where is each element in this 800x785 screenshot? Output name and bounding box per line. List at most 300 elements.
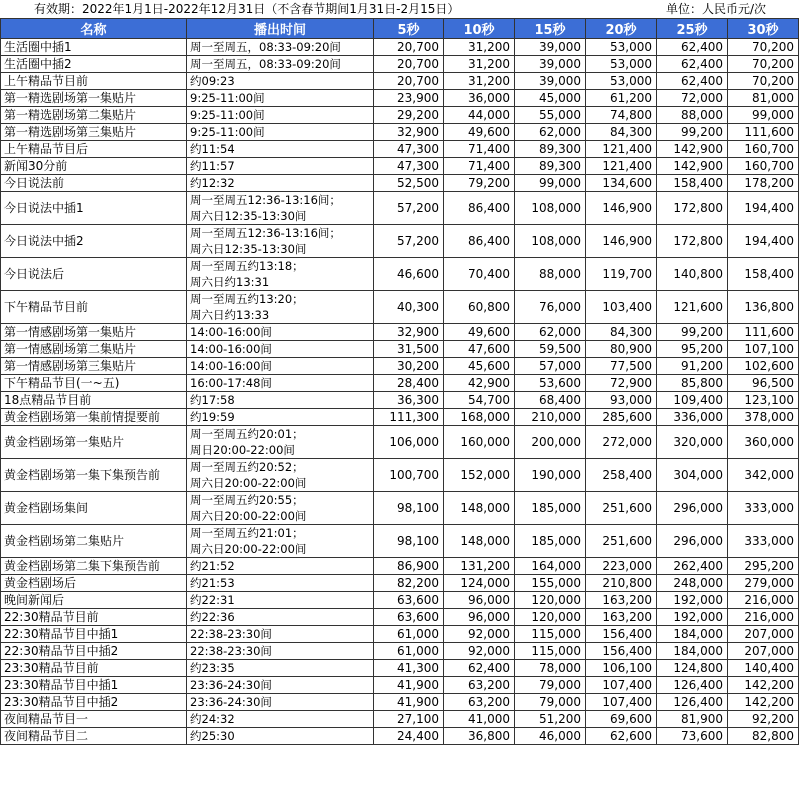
price-15s: 39,000	[515, 73, 586, 90]
price-25s: 62,400	[657, 39, 728, 56]
price-20s: 62,600	[586, 728, 657, 745]
table-row	[1, 592, 799, 609]
price-25s: 85,800	[657, 375, 728, 392]
price-5s: 20,700	[374, 73, 444, 90]
price-20s: 53,000	[586, 39, 657, 56]
air-time-line: 周六日12:35-13:30间	[190, 242, 307, 256]
price-20s: 258,400	[586, 459, 657, 492]
price-25s: 248,000	[657, 575, 728, 592]
price-30s: 102,600	[728, 358, 799, 375]
price-15s: 88,000	[515, 258, 586, 291]
price-25s: 304,000	[657, 459, 728, 492]
price-5s: 32,900	[374, 124, 444, 141]
price-25s: 192,000	[657, 609, 728, 626]
table-row	[1, 660, 799, 677]
price-5s: 106,000	[374, 426, 444, 459]
price-5s: 61,000	[374, 643, 444, 660]
price-5s: 31,500	[374, 341, 444, 358]
air-time-line: 周六日20:00-22:00间	[190, 542, 307, 556]
air-time-line: 9:25-11:00间	[190, 125, 265, 139]
air-time-line: 约19:59	[190, 410, 235, 424]
slot-name: 22:30精品节目前	[1, 609, 187, 626]
price-30s: 142,200	[728, 694, 799, 711]
air-time-line: 约12:32	[190, 176, 235, 190]
price-25s: 99,200	[657, 124, 728, 141]
price-30s: 360,000	[728, 426, 799, 459]
price-25s: 62,400	[657, 73, 728, 90]
price-10s: 148,000	[444, 525, 515, 558]
price-10s: 47,600	[444, 341, 515, 358]
column-header-15s: 15秒	[515, 19, 586, 39]
price-10s: 54,700	[444, 392, 515, 409]
air-time	[187, 341, 374, 358]
table-row	[1, 459, 799, 492]
price-5s: 63,600	[374, 609, 444, 626]
slot-name: 生活圈中插2	[1, 56, 187, 73]
price-5s: 63,600	[374, 592, 444, 609]
table-row	[1, 626, 799, 643]
price-30s: 136,800	[728, 291, 799, 324]
price-20s: 163,200	[586, 592, 657, 609]
price-20s: 163,200	[586, 609, 657, 626]
slot-name: 下午精品节目(一~五)	[1, 375, 187, 392]
price-25s: 184,000	[657, 626, 728, 643]
slot-name: 今日说法前	[1, 175, 187, 192]
air-time-line: 22:38-23:30间	[190, 627, 272, 641]
price-5s: 47,300	[374, 158, 444, 175]
price-25s: 320,000	[657, 426, 728, 459]
column-header-30s: 30秒	[728, 19, 799, 39]
price-5s: 36,300	[374, 392, 444, 409]
price-30s: 123,100	[728, 392, 799, 409]
air-time	[187, 324, 374, 341]
air-time	[187, 192, 374, 225]
price-20s: 107,400	[586, 694, 657, 711]
air-time-line: 约22:36	[190, 610, 235, 624]
price-15s: 68,400	[515, 392, 586, 409]
price-20s: 93,000	[586, 392, 657, 409]
slot-name: 上午精品节目后	[1, 141, 187, 158]
air-time	[187, 107, 374, 124]
table-row	[1, 694, 799, 711]
slot-name: 黄金档剧场第一集贴片	[1, 426, 187, 459]
air-time-line: 周一至周五约20:01；	[190, 427, 304, 441]
price-5s: 111,300	[374, 409, 444, 426]
price-30s: 378,000	[728, 409, 799, 426]
price-25s: 262,400	[657, 558, 728, 575]
air-time	[187, 258, 374, 291]
price-25s: 126,400	[657, 677, 728, 694]
column-header-10s: 10秒	[444, 19, 515, 39]
price-25s: 172,800	[657, 225, 728, 258]
air-time-line: 14:00-16:00间	[190, 325, 272, 339]
air-time-line: 23:36-24:30间	[190, 678, 272, 692]
air-time	[187, 409, 374, 426]
price-10s: 36,800	[444, 728, 515, 745]
price-15s: 108,000	[515, 192, 586, 225]
air-time	[187, 175, 374, 192]
price-table	[0, 18, 799, 745]
price-5s: 23,900	[374, 90, 444, 107]
air-time	[187, 141, 374, 158]
price-20s: 251,600	[586, 525, 657, 558]
air-time-line: 周六日20:00-22:00间	[190, 476, 307, 490]
price-15s: 89,300	[515, 141, 586, 158]
validity-period: 有效期：2022年1月1日-2022年12月31日（不含春节期间1月31日-2月15日）	[34, 2, 460, 16]
price-5s: 98,100	[374, 492, 444, 525]
air-time	[187, 225, 374, 258]
price-25s: 142,900	[657, 141, 728, 158]
slot-name: 第一精选剧场第三集贴片	[1, 124, 187, 141]
table-row	[1, 73, 799, 90]
air-time	[187, 660, 374, 677]
price-20s: 103,400	[586, 291, 657, 324]
air-time	[187, 677, 374, 694]
price-15s: 99,000	[515, 175, 586, 192]
slot-name: 上午精品节目前	[1, 73, 187, 90]
price-30s: 70,200	[728, 39, 799, 56]
price-20s: 119,700	[586, 258, 657, 291]
table-row	[1, 426, 799, 459]
price-5s: 100,700	[374, 459, 444, 492]
price-5s: 20,700	[374, 56, 444, 73]
price-5s: 29,200	[374, 107, 444, 124]
price-5s: 47,300	[374, 141, 444, 158]
price-20s: 53,000	[586, 73, 657, 90]
price-25s: 172,800	[657, 192, 728, 225]
price-30s: 111,600	[728, 324, 799, 341]
price-30s: 178,200	[728, 175, 799, 192]
price-15s: 115,000	[515, 626, 586, 643]
slot-name: 今日说法后	[1, 258, 187, 291]
price-10s: 124,000	[444, 575, 515, 592]
table-row	[1, 291, 799, 324]
air-time	[187, 711, 374, 728]
price-15s: 164,000	[515, 558, 586, 575]
air-time	[187, 609, 374, 626]
price-25s: 126,400	[657, 694, 728, 711]
price-30s: 342,000	[728, 459, 799, 492]
air-time-line: 约11:54	[190, 142, 235, 156]
price-15s: 57,000	[515, 358, 586, 375]
price-10s: 92,000	[444, 643, 515, 660]
column-header-20s: 20秒	[586, 19, 657, 39]
price-15s: 210,000	[515, 409, 586, 426]
table-row	[1, 392, 799, 409]
price-10s: 62,400	[444, 660, 515, 677]
price-5s: 61,000	[374, 626, 444, 643]
table-row	[1, 56, 799, 73]
air-time	[187, 358, 374, 375]
air-time	[187, 643, 374, 660]
table-row	[1, 175, 799, 192]
table-row	[1, 643, 799, 660]
table-row	[1, 609, 799, 626]
air-time-line: 周一至周五，08:33-09:20间	[190, 57, 341, 71]
air-time	[187, 158, 374, 175]
table-row	[1, 711, 799, 728]
price-30s: 142,200	[728, 677, 799, 694]
price-25s: 140,800	[657, 258, 728, 291]
table-row	[1, 575, 799, 592]
air-time-line: 周一至周五约13:18；	[190, 259, 304, 273]
slot-name: 新闻30分前	[1, 158, 187, 175]
air-time	[187, 592, 374, 609]
price-20s: 69,600	[586, 711, 657, 728]
slot-name: 生活圈中插1	[1, 39, 187, 56]
slot-name: 第一精选剧场第二集贴片	[1, 107, 187, 124]
slot-name: 22:30精品节目中插1	[1, 626, 187, 643]
price-10s: 49,600	[444, 324, 515, 341]
slot-name: 黄金档剧场集间	[1, 492, 187, 525]
price-30s: 279,000	[728, 575, 799, 592]
slot-name: 黄金档剧场第一集前情提要前	[1, 409, 187, 426]
table-row	[1, 39, 799, 56]
column-header-time: 播出时间	[187, 19, 374, 39]
price-20s: 210,800	[586, 575, 657, 592]
price-10s: 71,400	[444, 141, 515, 158]
price-30s: 81,000	[728, 90, 799, 107]
column-header-name: 名称	[1, 19, 187, 39]
air-time-line: 9:25-11:00间	[190, 108, 265, 122]
table-row	[1, 158, 799, 175]
price-20s: 72,900	[586, 375, 657, 392]
price-10s: 31,200	[444, 73, 515, 90]
price-30s: 70,200	[728, 56, 799, 73]
price-15s: 79,000	[515, 677, 586, 694]
price-15s: 51,200	[515, 711, 586, 728]
table-row	[1, 124, 799, 141]
price-30s: 333,000	[728, 525, 799, 558]
slot-name: 今日说法中插2	[1, 225, 187, 258]
price-20s: 146,900	[586, 225, 657, 258]
air-time	[187, 626, 374, 643]
price-25s: 99,200	[657, 324, 728, 341]
slot-name: 夜间精品节目一	[1, 711, 187, 728]
price-25s: 124,800	[657, 660, 728, 677]
price-30s: 194,400	[728, 192, 799, 225]
slot-name: 黄金档剧场第一集下集预告前	[1, 459, 187, 492]
table-row	[1, 492, 799, 525]
price-25s: 73,600	[657, 728, 728, 745]
price-15s: 78,000	[515, 660, 586, 677]
air-time-line: 周六日约13:33	[190, 308, 270, 322]
price-30s: 99,000	[728, 107, 799, 124]
air-time	[187, 694, 374, 711]
price-10s: 49,600	[444, 124, 515, 141]
air-time-line: 周一至周五约20:52；	[190, 460, 304, 474]
price-20s: 77,500	[586, 358, 657, 375]
price-20s: 61,200	[586, 90, 657, 107]
price-30s: 96,500	[728, 375, 799, 392]
air-time-line: 周六日约13:31	[190, 275, 270, 289]
air-time	[187, 375, 374, 392]
price-5s: 57,200	[374, 225, 444, 258]
column-header-5s: 5秒	[374, 19, 444, 39]
price-20s: 251,600	[586, 492, 657, 525]
price-15s: 120,000	[515, 609, 586, 626]
price-15s: 185,000	[515, 525, 586, 558]
price-10s: 131,200	[444, 558, 515, 575]
air-time	[187, 426, 374, 459]
price-10s: 36,000	[444, 90, 515, 107]
price-10s: 148,000	[444, 492, 515, 525]
table-row	[1, 225, 799, 258]
price-10s: 44,000	[444, 107, 515, 124]
price-15s: 62,000	[515, 124, 586, 141]
air-time-line: 周一至周五，08:33-09:20间	[190, 40, 341, 54]
air-time-line: 16:00-17:48间	[190, 376, 272, 390]
price-30s: 107,100	[728, 341, 799, 358]
price-30s: 70,200	[728, 73, 799, 90]
air-time	[187, 558, 374, 575]
price-25s: 142,900	[657, 158, 728, 175]
air-time	[187, 291, 374, 324]
price-25s: 296,000	[657, 525, 728, 558]
table-row	[1, 677, 799, 694]
price-10s: 71,400	[444, 158, 515, 175]
price-5s: 46,600	[374, 258, 444, 291]
price-20s: 156,400	[586, 643, 657, 660]
column-header-25s: 25秒	[657, 19, 728, 39]
price-25s: 62,400	[657, 56, 728, 73]
price-25s: 158,400	[657, 175, 728, 192]
slot-name: 下午精品节目前	[1, 291, 187, 324]
price-10s: 160,000	[444, 426, 515, 459]
price-30s: 158,400	[728, 258, 799, 291]
air-time	[187, 39, 374, 56]
price-30s: 160,700	[728, 158, 799, 175]
price-20s: 156,400	[586, 626, 657, 643]
air-time	[187, 728, 374, 745]
air-time-line: 周一至周五约13:20；	[190, 292, 304, 306]
air-time	[187, 392, 374, 409]
air-time-line: 周六日12:35-13:30间	[190, 209, 307, 223]
price-25s: 91,200	[657, 358, 728, 375]
air-time	[187, 73, 374, 90]
price-25s: 81,900	[657, 711, 728, 728]
price-15s: 62,000	[515, 324, 586, 341]
price-20s: 107,400	[586, 677, 657, 694]
price-10s: 168,000	[444, 409, 515, 426]
air-time	[187, 124, 374, 141]
table-row	[1, 358, 799, 375]
table-body	[1, 39, 799, 745]
table-row	[1, 192, 799, 225]
slot-name: 23:30精品节目前	[1, 660, 187, 677]
table-row	[1, 728, 799, 745]
price-10s: 96,000	[444, 592, 515, 609]
slot-name: 第一精选剧场第一集贴片	[1, 90, 187, 107]
air-time	[187, 525, 374, 558]
price-5s: 57,200	[374, 192, 444, 225]
table-row	[1, 90, 799, 107]
slot-name: 黄金档剧场后	[1, 575, 187, 592]
slot-name: 夜间精品节目二	[1, 728, 187, 745]
slot-name: 22:30精品节目中插2	[1, 643, 187, 660]
price-5s: 52,500	[374, 175, 444, 192]
air-time-line: 9:25-11:00间	[190, 91, 265, 105]
table-header-row	[1, 19, 799, 39]
slot-name: 23:30精品节目中插2	[1, 694, 187, 711]
price-10s: 63,200	[444, 694, 515, 711]
price-20s: 84,300	[586, 324, 657, 341]
price-10s: 41,000	[444, 711, 515, 728]
slot-name: 18点精品节目前	[1, 392, 187, 409]
table-row	[1, 525, 799, 558]
price-15s: 108,000	[515, 225, 586, 258]
air-time-line: 约22:31	[190, 593, 235, 607]
price-25s: 72,000	[657, 90, 728, 107]
price-5s: 24,400	[374, 728, 444, 745]
air-time-line: 约17:58	[190, 393, 235, 407]
air-time-line: 周一至周五约21:01；	[190, 526, 304, 540]
price-20s: 223,000	[586, 558, 657, 575]
air-time-line: 23:36-24:30间	[190, 695, 272, 709]
price-15s: 45,000	[515, 90, 586, 107]
table-row	[1, 258, 799, 291]
price-10s: 79,200	[444, 175, 515, 192]
price-5s: 20,700	[374, 39, 444, 56]
price-25s: 88,000	[657, 107, 728, 124]
air-time	[187, 56, 374, 73]
price-10s: 63,200	[444, 677, 515, 694]
price-20s: 121,400	[586, 158, 657, 175]
price-5s: 30,200	[374, 358, 444, 375]
price-unit: 单位：人民币元/次	[666, 2, 767, 16]
price-10s: 45,600	[444, 358, 515, 375]
price-10s: 152,000	[444, 459, 515, 492]
price-30s: 216,000	[728, 592, 799, 609]
table-row	[1, 558, 799, 575]
price-20s: 134,600	[586, 175, 657, 192]
price-15s: 53,600	[515, 375, 586, 392]
slot-name: 黄金档剧场第二集下集预告前	[1, 558, 187, 575]
price-30s: 295,200	[728, 558, 799, 575]
price-5s: 41,900	[374, 677, 444, 694]
table-row	[1, 107, 799, 124]
price-20s: 53,000	[586, 56, 657, 73]
price-30s: 82,800	[728, 728, 799, 745]
slot-name: 今日说法中插1	[1, 192, 187, 225]
price-5s: 27,100	[374, 711, 444, 728]
price-20s: 272,000	[586, 426, 657, 459]
air-time	[187, 575, 374, 592]
price-20s: 80,900	[586, 341, 657, 358]
air-time-line: 约21:52	[190, 559, 235, 573]
slot-name: 第一情感剧场第二集贴片	[1, 341, 187, 358]
price-25s: 192,000	[657, 592, 728, 609]
slot-name: 第一情感剧场第一集贴片	[1, 324, 187, 341]
price-20s: 146,900	[586, 192, 657, 225]
price-15s: 39,000	[515, 39, 586, 56]
price-25s: 109,400	[657, 392, 728, 409]
price-30s: 216,000	[728, 609, 799, 626]
price-25s: 296,000	[657, 492, 728, 525]
price-5s: 41,900	[374, 694, 444, 711]
price-5s: 98,100	[374, 525, 444, 558]
air-time	[187, 492, 374, 525]
price-20s: 106,100	[586, 660, 657, 677]
air-time	[187, 90, 374, 107]
air-time-line: 14:00-16:00间	[190, 342, 272, 356]
price-15s: 120,000	[515, 592, 586, 609]
price-30s: 207,000	[728, 626, 799, 643]
price-5s: 86,900	[374, 558, 444, 575]
air-time-line: 约21:53	[190, 576, 235, 590]
price-30s: 140,400	[728, 660, 799, 677]
price-30s: 92,200	[728, 711, 799, 728]
